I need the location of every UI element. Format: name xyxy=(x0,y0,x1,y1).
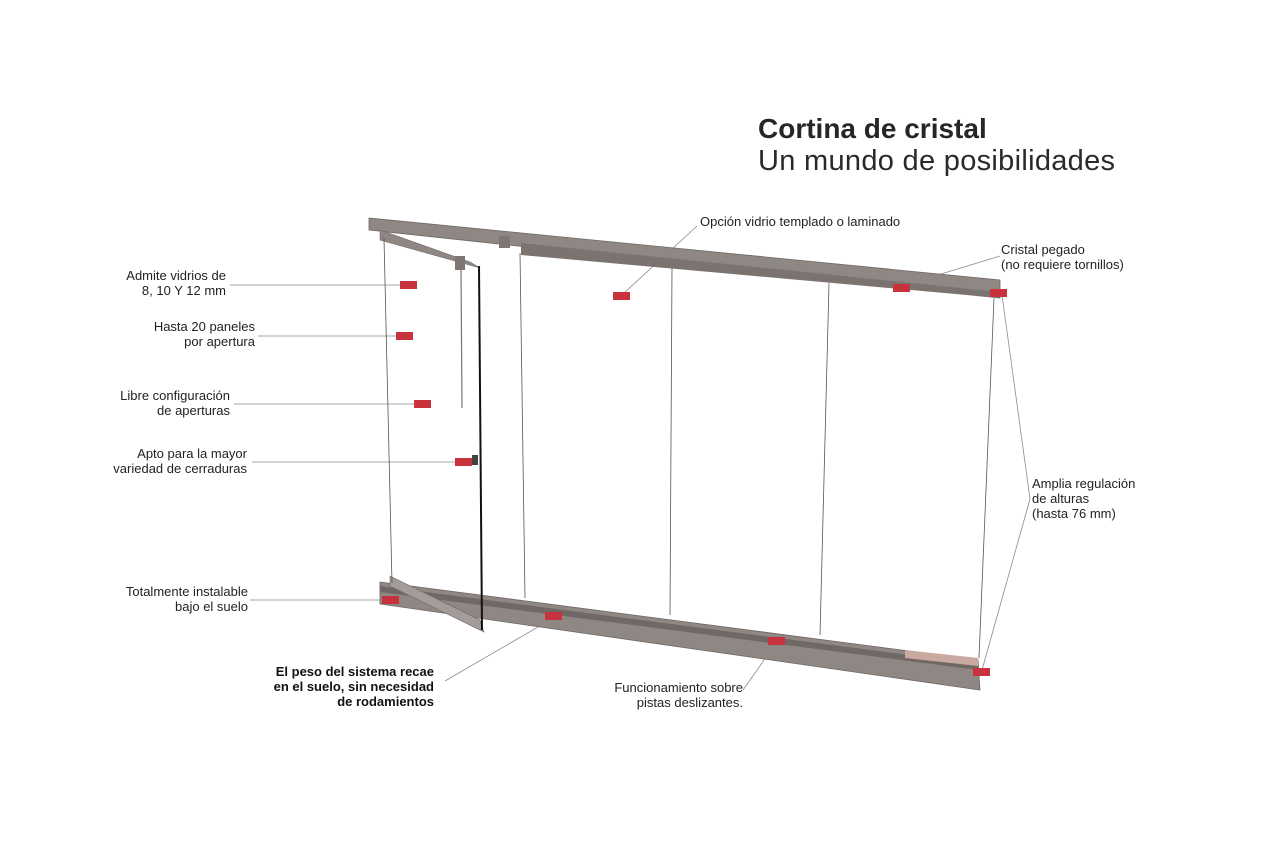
pivot-hinge xyxy=(455,256,465,270)
callout-opcion xyxy=(700,214,900,229)
marker-peso xyxy=(545,612,562,620)
marker-instalable xyxy=(382,596,399,604)
leader-peso xyxy=(445,620,550,681)
marker-configuracion xyxy=(414,400,431,408)
callout-regulacion-line3: (hasta 76 mm) xyxy=(1032,506,1116,521)
marker-regulacion-bottom xyxy=(973,668,990,676)
callout-instalable-line2: bajo el suelo xyxy=(175,599,248,614)
callout-pegado xyxy=(1001,242,1124,272)
callout-pegado-line2: (no requiere tornillos) xyxy=(1001,257,1124,272)
callout-peso-line3: de rodamientos xyxy=(337,694,434,709)
callout-vidrios xyxy=(126,268,226,298)
callout-regulacion-line2: de alturas xyxy=(1032,491,1090,506)
callout-regulacion xyxy=(1032,476,1135,521)
callout-configuracion xyxy=(120,388,230,418)
callout-funcionamiento-line1: Funcionamiento sobre xyxy=(614,680,743,695)
callout-peso xyxy=(274,664,434,709)
callout-peso-line1: El peso del sistema recae xyxy=(275,664,434,679)
callout-pegado-line1: Cristal pegado xyxy=(1001,242,1085,257)
marker-funcionamiento xyxy=(768,637,785,645)
callout-funcionamiento-line2: pistas deslizantes. xyxy=(636,695,743,710)
bottom-rail xyxy=(380,576,980,690)
title-subtitle: Un mundo de posibilidades xyxy=(758,145,1116,178)
callout-paneles-line1: Hasta 20 paneles xyxy=(153,319,255,334)
leader-regulacion-bottom xyxy=(982,499,1030,670)
callout-paneles xyxy=(154,319,255,349)
callout-cerraduras-line1: Apto para la mayor xyxy=(137,446,247,461)
callout-configuracion-line2: de aperturas xyxy=(157,403,230,418)
marker-paneles xyxy=(396,332,413,340)
callout-paneles-line2: por apertura xyxy=(184,334,255,349)
leader-regulacion-top xyxy=(1002,295,1030,499)
marker-vidrios xyxy=(400,281,417,289)
callout-cerraduras-line2: variedad de cerraduras xyxy=(113,461,247,476)
lock-handle xyxy=(472,455,478,465)
marker-pegado xyxy=(893,284,910,292)
marker-cerraduras xyxy=(455,458,472,466)
callout-funcionamiento xyxy=(614,680,743,710)
marker-regulacion-top xyxy=(990,289,1007,297)
callout-instalable-line1: Totalmente instalable xyxy=(125,584,248,599)
callout-vidrios-line1: Admite vidrios de xyxy=(126,268,226,283)
callout-vidrios-line2: 8, 10 Y 12 mm xyxy=(141,283,226,298)
callout-opcion-line1: Opción vidrio templado o laminado xyxy=(700,214,901,229)
callout-configuracion-line1: Libre configuración xyxy=(120,388,230,403)
callout-regulacion-line1: Amplia regulación xyxy=(1032,476,1136,491)
callout-cerraduras xyxy=(113,446,247,476)
marker-opcion xyxy=(613,292,630,300)
callout-instalable xyxy=(126,584,248,614)
callout-peso-line2: en el suelo, sin necesidad xyxy=(273,679,434,694)
title-main: Cortina de cristal xyxy=(758,113,987,144)
